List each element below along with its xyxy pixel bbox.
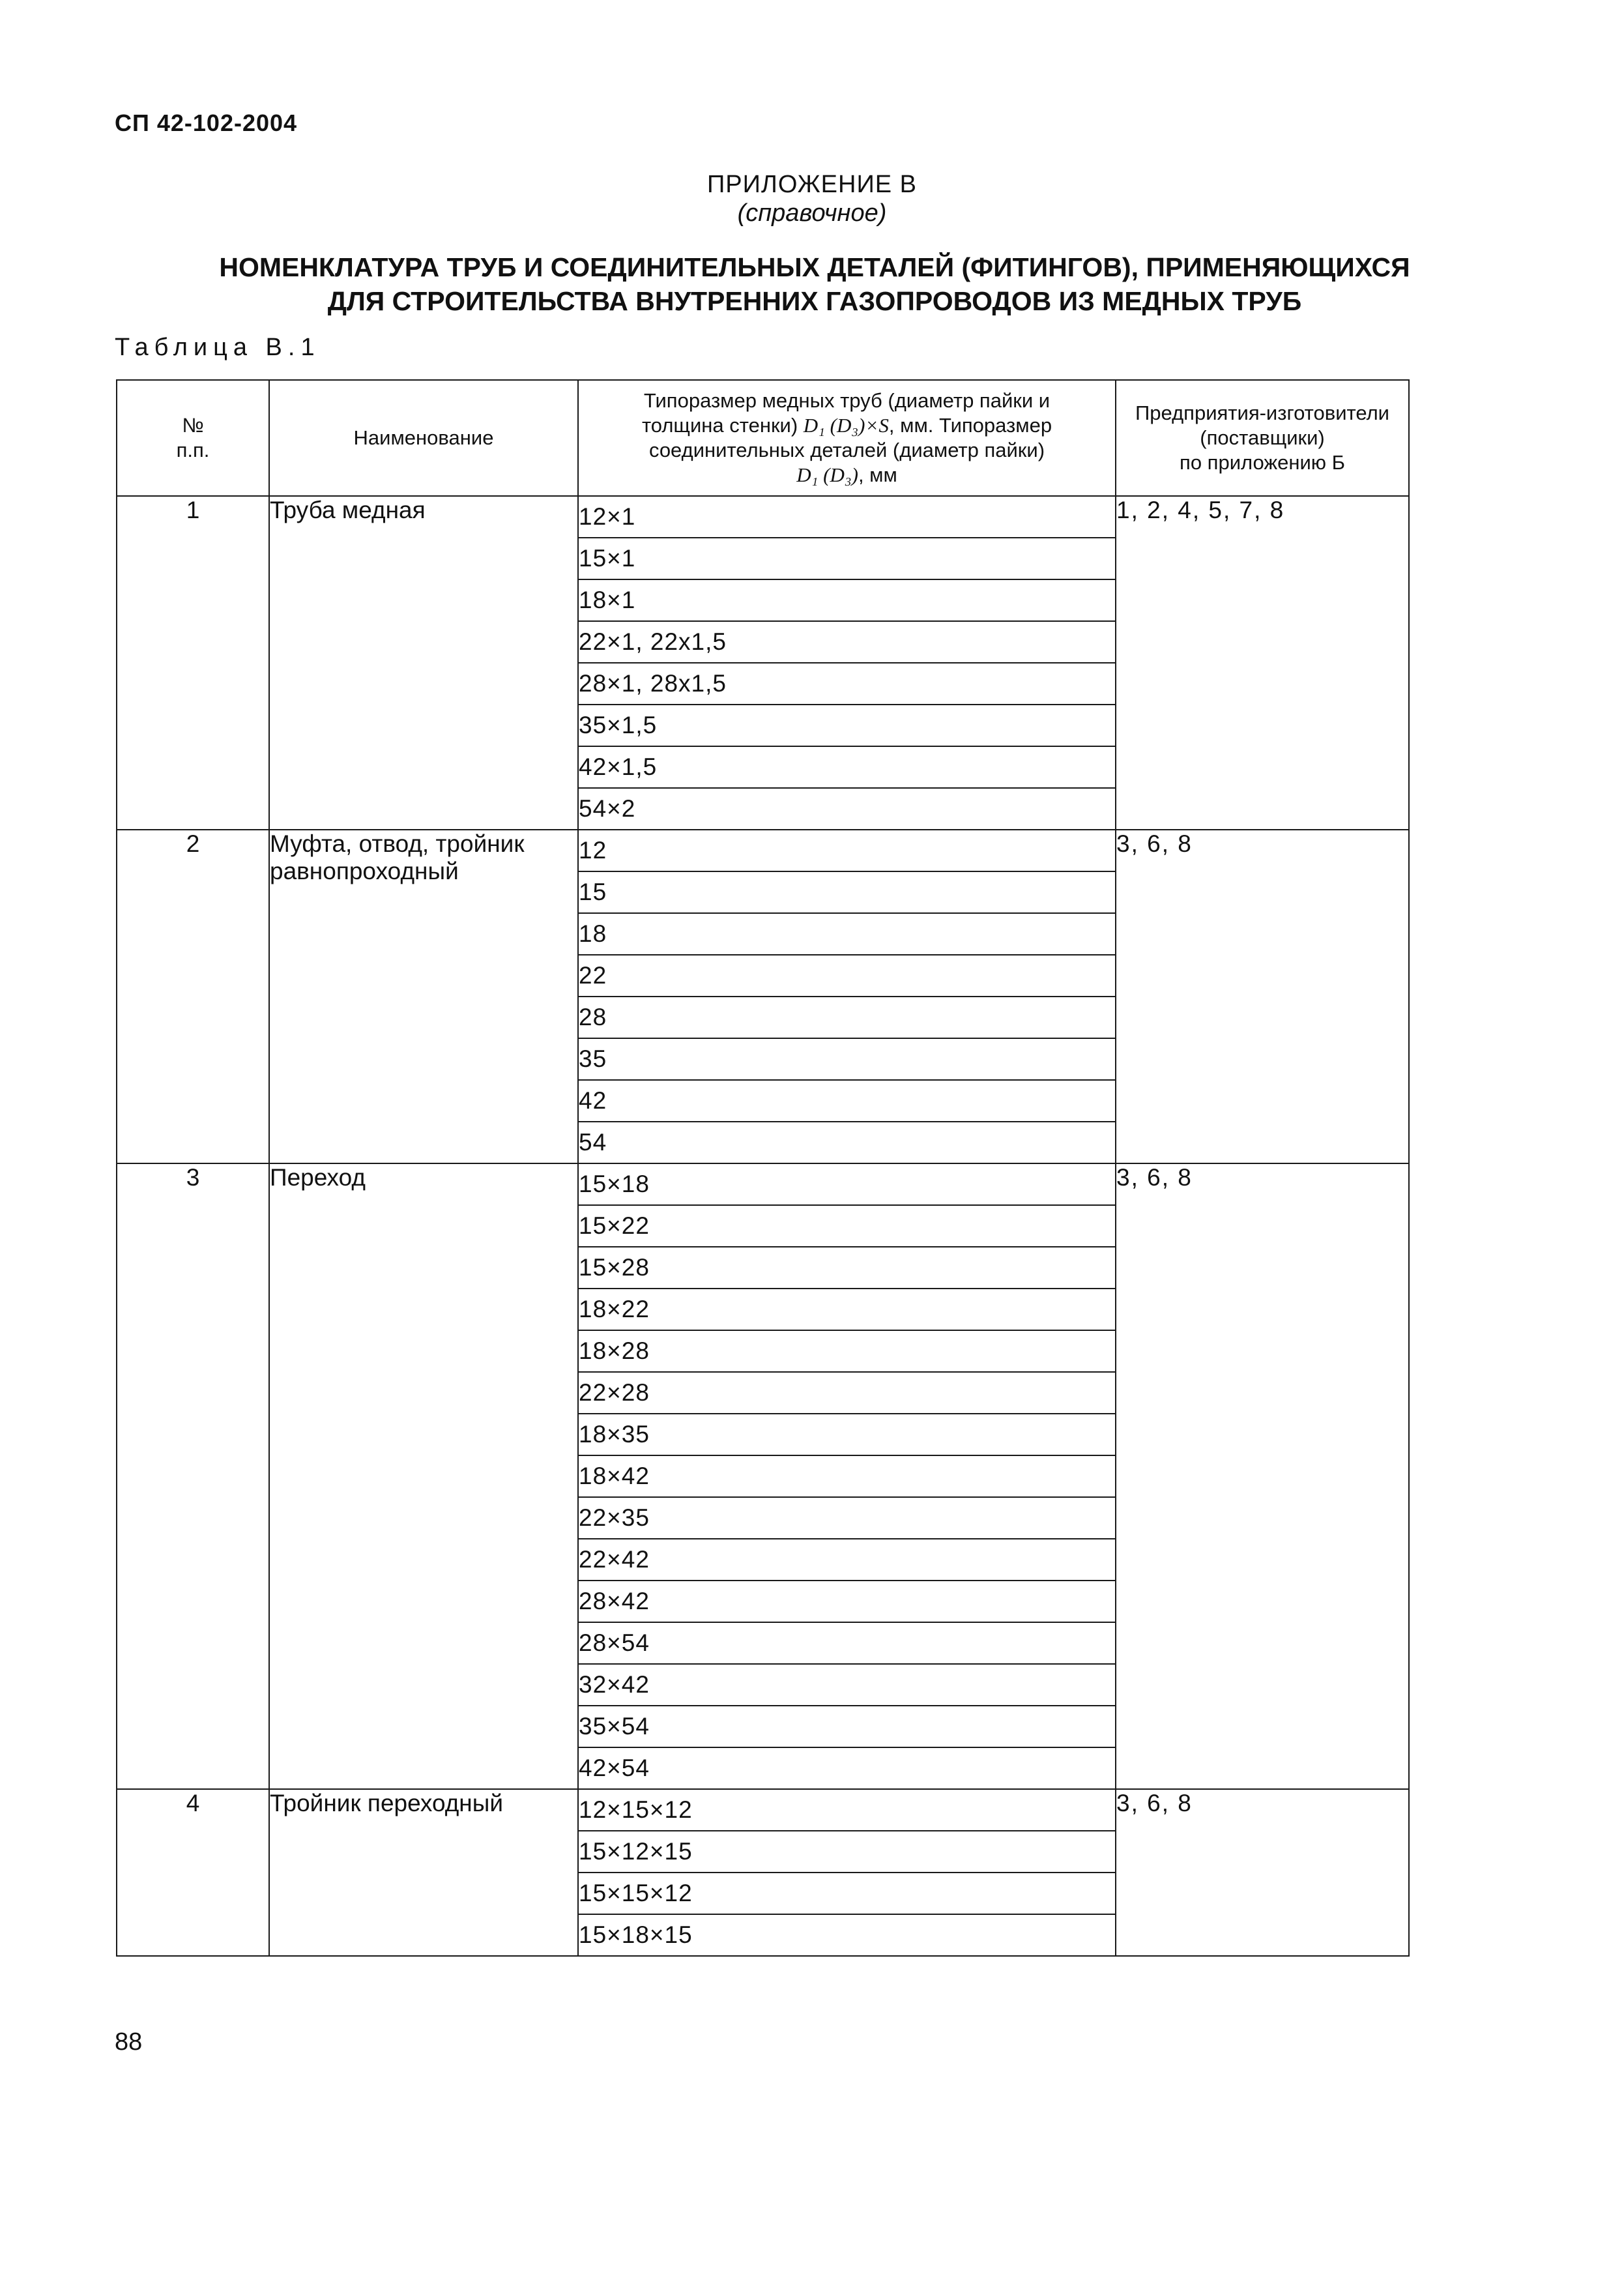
row-number: 1 xyxy=(117,496,269,830)
size-cell: 22×28 xyxy=(578,1372,1116,1414)
item-name: Переход xyxy=(269,1163,578,1789)
size-cell: 35×1,5 xyxy=(578,705,1116,746)
size-cell: 18×28 xyxy=(578,1330,1116,1372)
size-cell: 28 xyxy=(578,997,1116,1038)
size-cell: 35 xyxy=(578,1038,1116,1080)
size-cell: 35×54 xyxy=(578,1706,1116,1747)
table-row xyxy=(117,1789,1409,1831)
table-header-row xyxy=(117,380,1409,496)
size-cell: 22 xyxy=(578,955,1116,997)
suppliers-cell: 3, 6, 8 xyxy=(1116,1789,1409,1956)
size-cell: 15×18×15 xyxy=(578,1914,1116,1956)
header-number xyxy=(117,380,269,496)
suppliers-cell: 1, 2, 4, 5, 7, 8 xyxy=(1116,496,1409,830)
size-cell: 18×35 xyxy=(578,1414,1116,1455)
size-cell: 22×42 xyxy=(578,1539,1116,1581)
suppliers-cell: 3, 6, 8 xyxy=(1116,1163,1409,1789)
row-number: 3 xyxy=(117,1163,269,1789)
size-cell: 12 xyxy=(578,830,1116,871)
header-suppliers xyxy=(1116,380,1409,496)
main-title-line-1: НОМЕНКЛАТУРА ТРУБ И СОЕДИНИТЕЛЬНЫХ ДЕТАЛЕЙ (ФИТИНГОВ), ПРИМЕНЯЮЩИХСЯ xyxy=(219,252,1410,282)
size-cell: 15 xyxy=(578,871,1116,913)
table-body xyxy=(117,496,1409,1956)
size-cell: 18×1 xyxy=(578,579,1116,621)
size-cell: 18×22 xyxy=(578,1289,1116,1330)
size-cell: 32×42 xyxy=(578,1664,1116,1706)
item-name: Муфта, отвод, тройник равнопроходный xyxy=(269,830,578,1163)
header-size-line-2a: толщина стенки) xyxy=(641,414,804,437)
main-title-line-2: ДЛЯ СТРОИТЕЛЬСТВА ВНУТРЕННИХ ГАЗОПРОВОДОВ ИЗ МЕДНЫХ ТРУБ xyxy=(327,286,1302,316)
header-number-line-2: п.п. xyxy=(176,439,210,461)
header-size-line-3: соединительных деталей (диаметр пайки) xyxy=(648,439,1045,461)
size-cell: 15×12×15 xyxy=(578,1831,1116,1873)
table-row xyxy=(117,1163,1409,1205)
size-cell: 15×22 xyxy=(578,1205,1116,1247)
header-number-line-1: № xyxy=(182,414,204,437)
header-size xyxy=(578,380,1116,496)
suppliers-cell: 3, 6, 8 xyxy=(1116,830,1409,1163)
document-code: СП 42-102-2004 xyxy=(115,109,298,136)
size-cell: 12×15×12 xyxy=(578,1789,1116,1831)
header-suppliers-line-1: Предприятия-изготовители xyxy=(1135,401,1389,424)
header-suppliers-line-2: (поставщики) xyxy=(1200,426,1325,449)
size-cell: 15×18 xyxy=(578,1163,1116,1205)
size-cell: 54×2 xyxy=(578,788,1116,830)
row-number: 4 xyxy=(117,1789,269,1956)
header-suppliers-line-3: по приложению Б xyxy=(1180,451,1345,474)
appendix-kind: (справочное) xyxy=(737,199,887,227)
page-number: 88 xyxy=(115,2028,143,2056)
size-cell: 28×54 xyxy=(578,1622,1116,1664)
size-cell: 18 xyxy=(578,913,1116,955)
size-cell: 15×28 xyxy=(578,1247,1116,1289)
size-cell: 42 xyxy=(578,1080,1116,1122)
size-cell: 28×1, 28х1,5 xyxy=(578,663,1116,705)
appendix-title: ПРИЛОЖЕНИЕ В xyxy=(706,171,918,198)
header-size-line-4: , мм xyxy=(858,463,897,486)
size-cell: 28×42 xyxy=(578,1581,1116,1622)
size-cell: 12×1 xyxy=(578,496,1116,538)
item-name: Тройник переходный xyxy=(269,1789,578,1956)
header-size-formula-1: D₁ (D₃)×S xyxy=(803,414,889,437)
row-number: 2 xyxy=(117,830,269,1163)
size-cell: 18×42 xyxy=(578,1455,1116,1497)
header-size-line-2b: , мм. Типоразмер xyxy=(888,414,1052,437)
nomenclature-table xyxy=(116,379,1410,1957)
size-cell: 54 xyxy=(578,1122,1116,1163)
size-cell: 42×54 xyxy=(578,1747,1116,1789)
size-cell: 22×35 xyxy=(578,1497,1116,1539)
size-cell: 22×1, 22х1,5 xyxy=(578,621,1116,663)
header-name: Наименование xyxy=(269,380,578,496)
size-cell: 15×15×12 xyxy=(578,1873,1116,1914)
size-cell: 42×1,5 xyxy=(578,746,1116,788)
header-size-formula-2: D₁ (D₃) xyxy=(796,463,858,486)
table-caption: Таблица В.1 xyxy=(115,334,321,361)
size-cell: 15×1 xyxy=(578,538,1116,579)
table-row xyxy=(117,496,1409,538)
item-name: Труба медная xyxy=(269,496,578,830)
table-row xyxy=(117,830,1409,871)
header-size-line-1: Типоразмер медных труб (диаметр пайки и xyxy=(643,389,1051,412)
